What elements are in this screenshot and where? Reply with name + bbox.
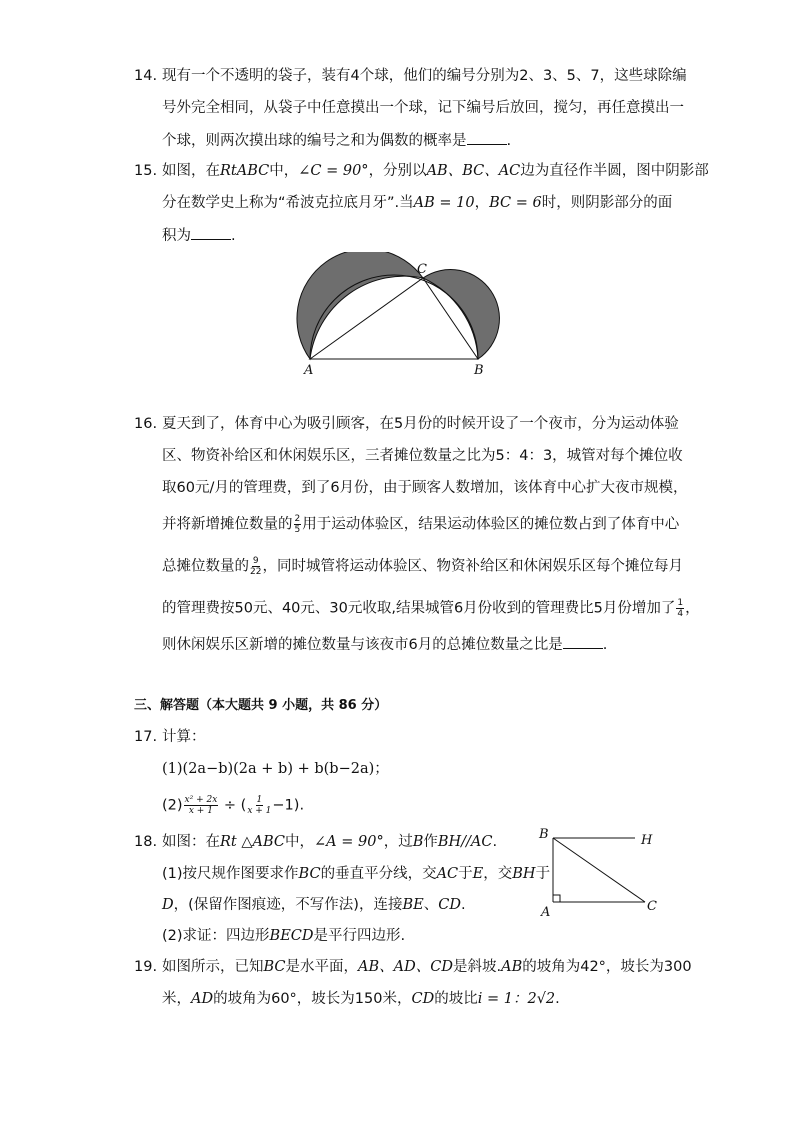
text: (2)求证：四边形 xyxy=(162,928,270,944)
text: 作 xyxy=(423,834,438,850)
period: . xyxy=(602,637,608,653)
question-17-number: 17. xyxy=(134,729,158,745)
lune-bc xyxy=(423,270,499,359)
text: ，(保留作图痕迹，不写作法)，连接 xyxy=(173,897,403,913)
text: 是斜坡. xyxy=(452,959,502,975)
text: ， xyxy=(685,600,700,617)
text: 、 xyxy=(423,897,439,913)
question-16-line-5 xyxy=(162,556,683,577)
text: 于 xyxy=(535,866,551,882)
text: 的坡角为42°，坡长为300 xyxy=(522,959,692,975)
text: ， xyxy=(474,195,490,211)
question-19-line-1 xyxy=(162,957,692,977)
text: ，分别以 xyxy=(368,163,427,179)
question-17-part-1: (1)(2a−b)(2a + b) + b(b−2a)； xyxy=(162,761,389,777)
math-rt-abc: RtABC xyxy=(220,163,270,179)
label-b: B xyxy=(474,363,484,378)
label-c: C xyxy=(647,899,657,914)
question-16-line-3: 取60元/月的管理费，到了6月份，由于顾客人数增加，该体育中心扩大夜市规模， xyxy=(162,480,688,496)
fraction-expression-2 xyxy=(247,795,271,816)
lune-ac xyxy=(297,252,423,359)
math-ab-value: AB = 10 xyxy=(413,195,475,211)
math-ac: AC xyxy=(436,866,459,882)
text: . xyxy=(555,991,560,1007)
question-15-number: 15. xyxy=(134,163,158,179)
math-angle-a: ∠A = 90° xyxy=(314,834,384,850)
label-a: A xyxy=(541,905,551,920)
numerator: 2 xyxy=(294,514,301,524)
text: 则休闲娱乐区新增的摊位数量与该夜市6月的总摊位数量之比是 xyxy=(162,637,563,653)
text: (1)按尺规作图要求作 xyxy=(162,866,299,882)
question-14-text: 个球，则两次摸出球的编号之和为偶数的概率是 xyxy=(162,133,467,149)
text: 是水平面， xyxy=(285,959,359,975)
question-18-line-1 xyxy=(162,832,497,852)
fraction-two-fifths xyxy=(294,514,302,535)
fraction-expression-1 xyxy=(184,795,219,816)
question-14-line-1: 现有一个不透明的袋子，装有4个球，他们的编号分别为2、3、5、7，这些球除编 xyxy=(162,68,687,84)
math-triangle: Rt △ABC xyxy=(220,834,285,850)
denominator: 22 xyxy=(250,567,262,577)
numerator: x² + 2x xyxy=(184,795,218,805)
question-17-part-2 xyxy=(162,795,304,816)
denominator: 4 xyxy=(677,609,684,619)
operator: ÷ ( xyxy=(219,797,247,814)
right-triangle-figure xyxy=(535,824,665,920)
math-becd: BECD xyxy=(269,928,314,944)
text: 中， xyxy=(285,834,314,850)
label-a: A xyxy=(304,363,314,378)
text: 积为 xyxy=(162,228,191,244)
question-18-line-3 xyxy=(162,895,466,915)
math-slope-ratio: i = 1：2√2 xyxy=(477,991,556,1007)
text: 并将新增摊位数量的 xyxy=(162,516,293,533)
text: 的坡比 xyxy=(434,991,478,1007)
text: 的坡角为60°，坡长为150米， xyxy=(213,991,412,1007)
math-bc-value: BC = 6 xyxy=(489,195,542,211)
numerator: 1 xyxy=(677,598,684,608)
fraction-nine-22 xyxy=(250,556,261,577)
question-15-line-1 xyxy=(162,161,709,181)
question-16-line-1: 夏天到了，体育中心为吸引顾客，在5月份的时候开设了一个夜市，分为运动体验 xyxy=(162,416,679,432)
section-3-heading: 三、解答题（本大题共 9 小题，共 86 分） xyxy=(134,698,388,713)
text: 的管理费按50元、40元、30元收取,结果城管6月份收到的管理费比5月份增加了 xyxy=(162,600,676,617)
right-angle-mark xyxy=(553,895,560,902)
text: 中， xyxy=(269,163,299,179)
math-be: BE xyxy=(402,897,424,913)
question-16-line-4 xyxy=(162,514,679,535)
math-bc: BC xyxy=(263,959,286,975)
math-bc: BC xyxy=(298,866,321,882)
fraction-one-quarter xyxy=(676,598,684,619)
text: 边为直径作半圆，图中阴影部 xyxy=(520,163,709,179)
math-d: D xyxy=(162,897,174,913)
math-e: E xyxy=(472,866,484,882)
math-angle-c: ∠C = 90° xyxy=(298,163,369,179)
period: . xyxy=(231,228,236,244)
denominator: 5 xyxy=(294,525,301,535)
text: 如图所示，已知 xyxy=(162,959,264,975)
text: 是平行四边形. xyxy=(313,928,406,944)
text: 如图，在 xyxy=(162,163,220,179)
numerator: 9 xyxy=(252,556,259,566)
answer-blank xyxy=(563,634,603,649)
question-16-number: 16. xyxy=(134,416,158,432)
answer-blank xyxy=(467,130,507,145)
math-cd: CD xyxy=(411,991,435,1007)
question-18-line-2 xyxy=(162,864,550,884)
label-h: H xyxy=(641,833,653,848)
text: ，过 xyxy=(383,834,413,850)
question-16-line-7 xyxy=(162,634,607,655)
text: 总摊位数量的 xyxy=(162,558,249,575)
denominator: x + 1 xyxy=(247,806,272,816)
question-14-line-3 xyxy=(162,130,511,151)
hippocrates-lune-figure xyxy=(290,252,510,378)
text: 于 xyxy=(458,866,473,882)
text: −1). xyxy=(272,797,305,814)
text: 用于运动体验区，结果运动体验区的摊位数占到了体育中心 xyxy=(302,516,680,533)
part-label: (2) xyxy=(162,797,183,814)
question-14-line-2: 号外完全相同，从袋子中任意摸出一个球，记下编号后放回，搅匀，再任意摸出一 xyxy=(162,100,684,116)
text: 如图：在 xyxy=(162,834,220,850)
text: . xyxy=(492,834,498,850)
math-bh-parallel: BH//AC xyxy=(437,834,493,850)
numerator: 1 xyxy=(256,795,263,805)
denominator: x + 1 xyxy=(188,806,213,816)
math-bh: BH xyxy=(512,866,536,882)
question-14-number: 14. xyxy=(134,68,158,84)
label-c: C xyxy=(417,262,427,277)
math-ab: AB xyxy=(501,959,523,975)
question-15-line-2 xyxy=(162,193,672,213)
label-b: B xyxy=(539,827,549,842)
text: 时，则阴影部分的面 xyxy=(541,195,673,211)
question-16-line-6 xyxy=(162,598,700,619)
math-cd: CD xyxy=(438,897,461,913)
segment-bc xyxy=(553,838,645,902)
question-19-line-2 xyxy=(162,989,560,1009)
math-sides: AB、BC、AC xyxy=(426,163,521,179)
period: . xyxy=(506,133,512,149)
text: 的垂直平分线，交 xyxy=(320,866,437,882)
text: . xyxy=(460,897,466,913)
question-15-line-3 xyxy=(162,225,236,246)
text: ，同时城管将运动体验区、物资补给区和休闲娱乐区每个摊位每月 xyxy=(262,558,683,575)
text: 分在数学史上称为“希波克拉底月牙”.当 xyxy=(162,195,414,211)
math-b: B xyxy=(412,834,424,850)
question-17-title: 计算： xyxy=(162,729,206,745)
answer-blank xyxy=(191,225,231,240)
math-ad: AD xyxy=(191,991,214,1007)
text: 米， xyxy=(162,991,191,1007)
math-slopes: AB、AD、CD xyxy=(358,959,453,975)
question-16-line-2: 区、物资补给区和休闲娱乐区，三者摊位数量之比为5：4：3，城管对每个摊位收 xyxy=(162,448,683,464)
question-18-line-4 xyxy=(162,926,405,946)
text: ，交 xyxy=(483,866,513,882)
question-18-number: 18. xyxy=(134,834,158,850)
question-19-number: 19. xyxy=(134,959,158,975)
